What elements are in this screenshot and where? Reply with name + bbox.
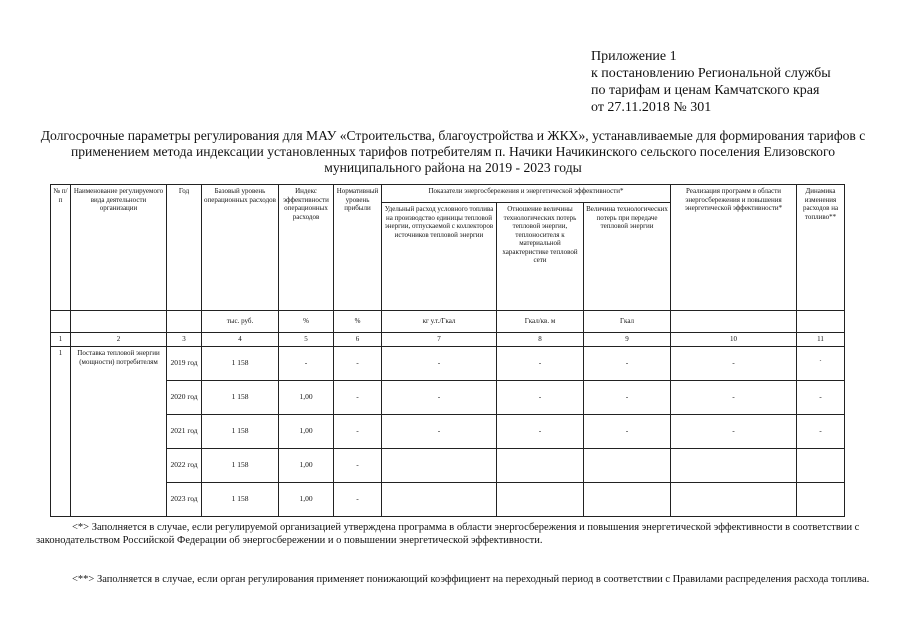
year-cell: 2020 год (167, 381, 202, 415)
table-row (51, 449, 845, 483)
program-cell: - (671, 415, 797, 449)
profit-cell: - (334, 415, 382, 449)
index-cell: - (279, 347, 334, 381)
ratio-cell: - (497, 381, 584, 415)
profit-cell: - (334, 449, 382, 483)
dynamics-cell: ` (797, 347, 845, 381)
index-cell: 1,00 (279, 381, 334, 415)
program-cell: - (671, 381, 797, 415)
row-number: 1 (51, 347, 71, 517)
losses-cell: - (584, 415, 671, 449)
col-number: 4 (202, 333, 279, 347)
col-number: 3 (167, 333, 202, 347)
document-title: Долгосрочные параметры регулирования для МАУ «Строительства, благоустройства и ЖКХ», устанавливаемые для формирования тарифов с применением метода индексации установленных тарифов потребителям п. Начики Начикинского сельского поселения Елизовского муниципального района на 2019 - 2023 годы (40, 128, 866, 175)
profit-cell: - (334, 483, 382, 517)
base-cell: 1 158 (202, 381, 279, 415)
fuel-cell (382, 449, 497, 483)
table-row (51, 483, 845, 517)
appendix-line: от 27.11.2018 № 301 (591, 100, 712, 115)
col-number: 9 (584, 333, 671, 347)
unit-fuel: кг у.т./Гкал (382, 311, 497, 333)
appendix-line: к постановлению Региональной службы (591, 66, 831, 81)
base-cell: 1 158 (202, 483, 279, 517)
header-ratio: Отношение величины технологических потерь тепловой энергии, теплоносителя к материальной характеристике тепловой сети (497, 203, 584, 311)
col-number: 5 (279, 333, 334, 347)
table-row (51, 381, 845, 415)
year-cell: 2023 год (167, 483, 202, 517)
footnote-1: <*> Заполняется в случае, если регулируемой организацией утверждена программа в области энергосбережения и повышения энергетической эффективности в соответствии с законодательством Российской Федерации об энергосбережении и о повышении энергетической эффективности. (36, 522, 860, 546)
header-year: Год (167, 185, 202, 311)
losses-cell (584, 449, 671, 483)
header-profit: Нормативный уровень прибыли (334, 185, 382, 311)
header-losses: Величина технологических потерь при передаче тепловой энергии (584, 203, 671, 311)
ratio-cell (497, 483, 584, 517)
year-cell: 2019 год (167, 347, 202, 381)
dynamics-cell (797, 483, 845, 517)
header-program: Реализация программ в области энергосбережения и повышения энергетической эффективности* (671, 185, 797, 311)
fuel-cell: - (382, 347, 497, 381)
fuel-cell: - (382, 415, 497, 449)
index-cell: 1,00 (279, 415, 334, 449)
col-number: 8 (497, 333, 584, 347)
base-cell: 1 158 (202, 415, 279, 449)
year-cell: 2021 год (167, 415, 202, 449)
year-cell: 2022 год (167, 449, 202, 483)
header-num: № п/п (51, 185, 71, 311)
fuel-cell: - (382, 381, 497, 415)
col-number: 6 (334, 333, 382, 347)
col-number: 11 (797, 333, 845, 347)
ratio-cell (497, 449, 584, 483)
base-cell: 1 158 (202, 449, 279, 483)
losses-cell: - (584, 381, 671, 415)
dynamics-cell: - (797, 381, 845, 415)
appendix-block (591, 48, 891, 116)
index-cell: 1,00 (279, 483, 334, 517)
header-energy-group: Показатели энергосбережения и энергетической эффективности* (382, 185, 671, 203)
col-number: 10 (671, 333, 797, 347)
unit-losses: Гкал (584, 311, 671, 333)
ratio-cell: - (497, 347, 584, 381)
table-row (51, 415, 845, 449)
fuel-cell (382, 483, 497, 517)
parameters-table (50, 184, 845, 517)
profit-cell: - (334, 381, 382, 415)
profit-cell: - (334, 347, 382, 381)
unit-ratio: Гкал/кв. м (497, 311, 584, 333)
footnote-2: <**> Заполняется в случае, если орган регулирования применяет понижающий коэффициент на переходный период в соответствии с Правилами распределения расхода топлива. (72, 574, 870, 585)
dynamics-cell: - (797, 415, 845, 449)
header-base: Базовый уровень операционных расходов (202, 185, 279, 311)
losses-cell (584, 483, 671, 517)
unit-base: тыс. руб. (202, 311, 279, 333)
index-cell: 1,00 (279, 449, 334, 483)
table-row (51, 347, 845, 381)
base-cell: 1 158 (202, 347, 279, 381)
activity-name: Поставка тепловой энергии (мощности) потребителям (71, 347, 167, 517)
header-activity: Наименование регулируемого вида деятельности организации (71, 185, 167, 311)
header-fuel: Удельный расход условного топлива на производство единицы тепловой энергии, отпускаемой с коллекторов источников тепловой энергии (382, 203, 497, 311)
program-cell (671, 483, 797, 517)
program-cell: - (671, 347, 797, 381)
program-cell (671, 449, 797, 483)
col-number: 7 (382, 333, 497, 347)
ratio-cell: - (497, 415, 584, 449)
appendix-line: Приложение 1 (591, 49, 677, 64)
appendix-line: по тарифам и ценам Камчатского края (591, 83, 820, 98)
header-index: Индекс эффективности операционных расходов (279, 185, 334, 311)
unit-index: % (279, 311, 334, 333)
losses-cell: - (584, 347, 671, 381)
col-number: 1 (51, 333, 71, 347)
unit-profit: % (334, 311, 382, 333)
header-dynamics: Динамика изменения расходов на топливо** (797, 185, 845, 311)
col-number: 2 (71, 333, 167, 347)
dynamics-cell (797, 449, 845, 483)
